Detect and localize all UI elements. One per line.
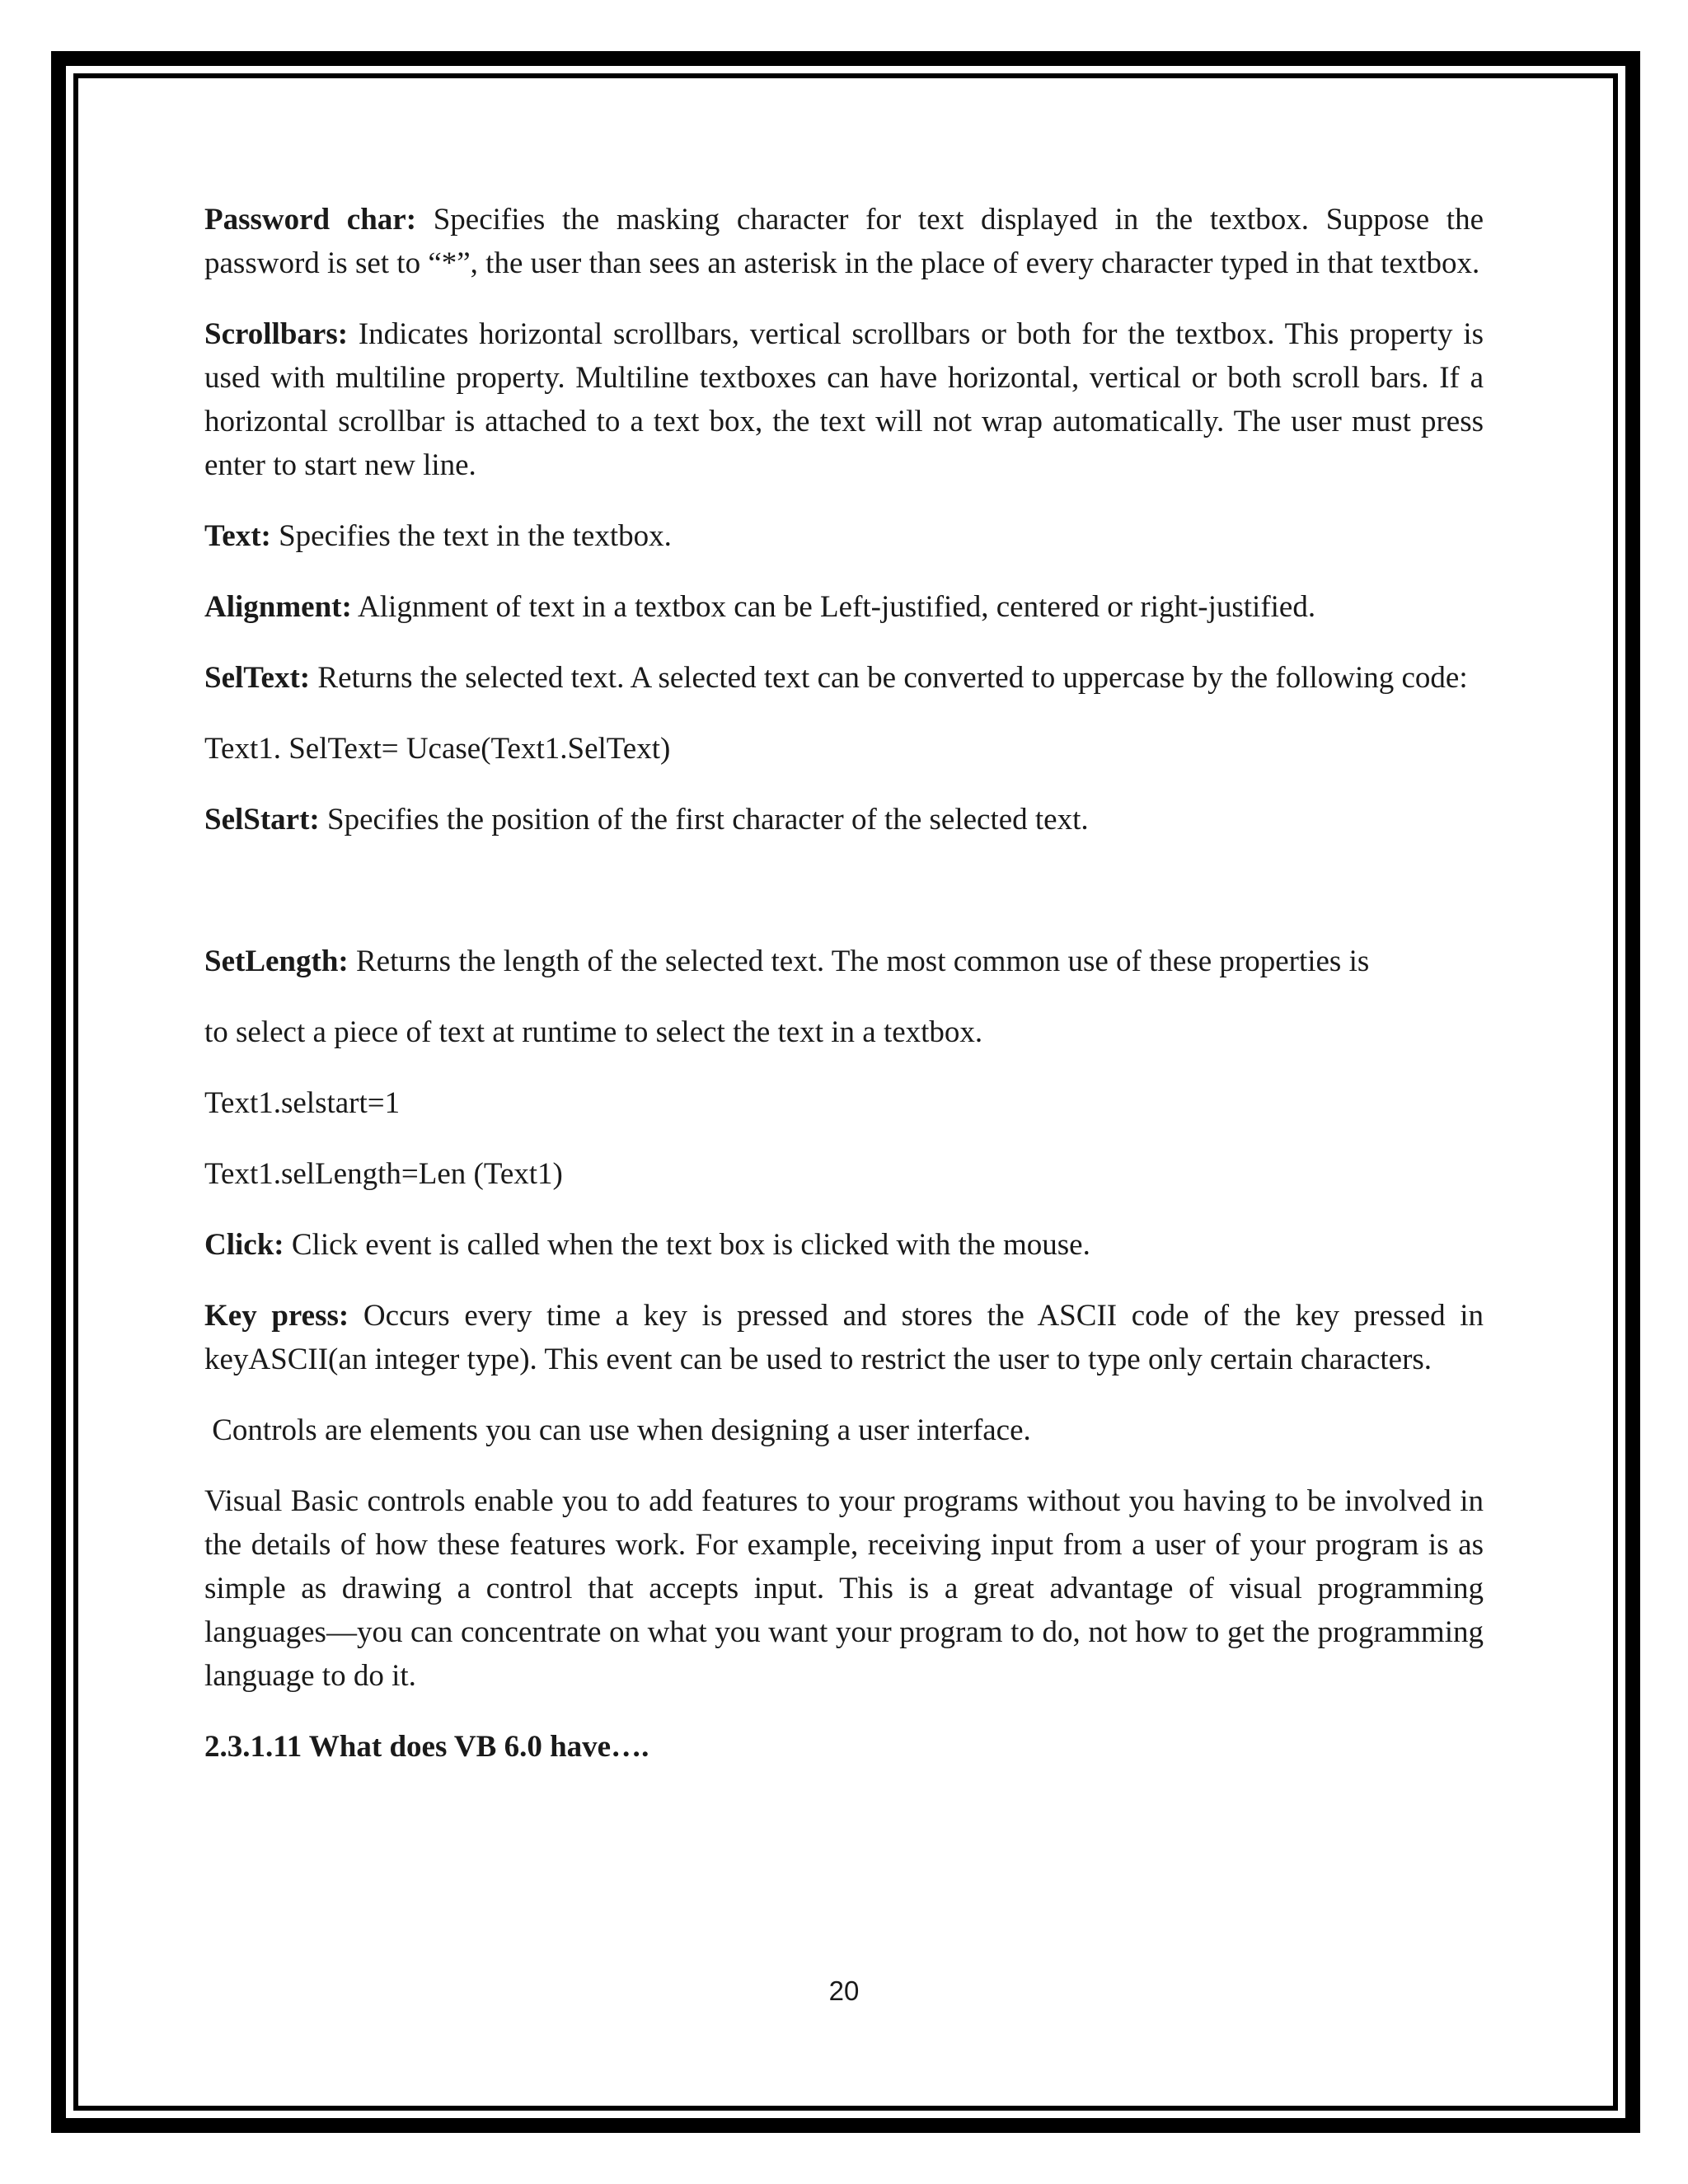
paragraph-password-char — [204, 198, 1484, 285]
paragraph-alignment — [204, 585, 1484, 629]
section-heading: 2.3.1.11 What does VB 6.0 have…. — [204, 1730, 649, 1764]
term-click: Click: — [204, 1228, 284, 1262]
text-selstart: Specifies the position of the first character of the selected text. — [319, 803, 1089, 837]
text-setlength: Returns the length of the selected text. The most common use of these properties is — [348, 944, 1370, 978]
term-setlength: SetLength: — [204, 944, 349, 978]
code-seltext: Text1. SelText= Ucase(Text1.SelText) — [204, 732, 671, 766]
paragraph-seltext — [204, 656, 1484, 700]
paragraph-click — [204, 1223, 1484, 1267]
text-text: Specifies the text in the textbox. — [270, 519, 672, 553]
document-body — [204, 198, 1484, 1769]
term-text: Text: — [204, 519, 271, 553]
code-selstart: Text1.selstart=1 — [204, 1086, 401, 1120]
text-scrollbars: Indicates horizontal scrollbars, vertical scrollbars or both for the textbox. This property is used with multiline property. Multiline textboxes can have horizontal, vertical or both scroll bars. If a horizontal scrollbar is attached to a text box, the text will not wrap automatically. The user must press enter to start new line. — [204, 317, 1484, 482]
paragraph-vb-controls: Visual Basic controls enable you to add features to your programs without you having to be involved in the details of how these features work. For example, receiving input from a user of your program is as simple as drawing a control that accepts input. This is a great advantage of visual programming languages—you can concentrate on what you want your program to do, not how to get the programming language to do it. — [204, 1484, 1484, 1693]
page-number: 20 — [828, 1975, 860, 2006]
text-alignment: Alignment of text in a textbox can be Left-justified, centered or right-justified. — [351, 590, 1316, 624]
term-keypress: Key press: — [204, 1299, 349, 1333]
spacer — [204, 869, 1484, 940]
paragraph-setlength-continued: to select a piece of text at runtime to select the text in a textbox. — [204, 1015, 983, 1049]
term-alignment: Alignment: — [204, 590, 352, 624]
term-scrollbars: Scrollbars: — [204, 317, 349, 351]
paragraph-controls: Controls are elements you can use when designing a user interface. — [204, 1413, 1031, 1447]
text-password-char: Specifies the masking character for text displayed in the textbox. Suppose the password is set to “*”, the user than sees an asterisk in the place of every character typed in that textbox. — [204, 203, 1484, 280]
text-click: Click event is called when the text box is clicked with the mouse. — [284, 1228, 1090, 1262]
paragraph-selstart — [204, 798, 1484, 841]
paragraph-scrollbars — [204, 312, 1484, 487]
paragraph-keypress — [204, 1294, 1484, 1381]
paragraph-text — [204, 514, 1484, 558]
text-seltext: Returns the selected text. A selected text can be converted to uppercase by the following code: — [310, 661, 1468, 695]
code-sellength: Text1.selLength=Len (Text1) — [204, 1157, 563, 1191]
text-keypress: Occurs every time a key is pressed and stores the ASCII code of the key pressed in keyASCII(an integer type). This event can be used to restrict the user to type only certain characters. — [204, 1299, 1484, 1376]
term-seltext: SelText: — [204, 661, 311, 695]
paragraph-setlength — [204, 940, 1484, 983]
term-selstart: SelStart: — [204, 803, 320, 837]
term-password-char: Password char: — [204, 203, 417, 237]
